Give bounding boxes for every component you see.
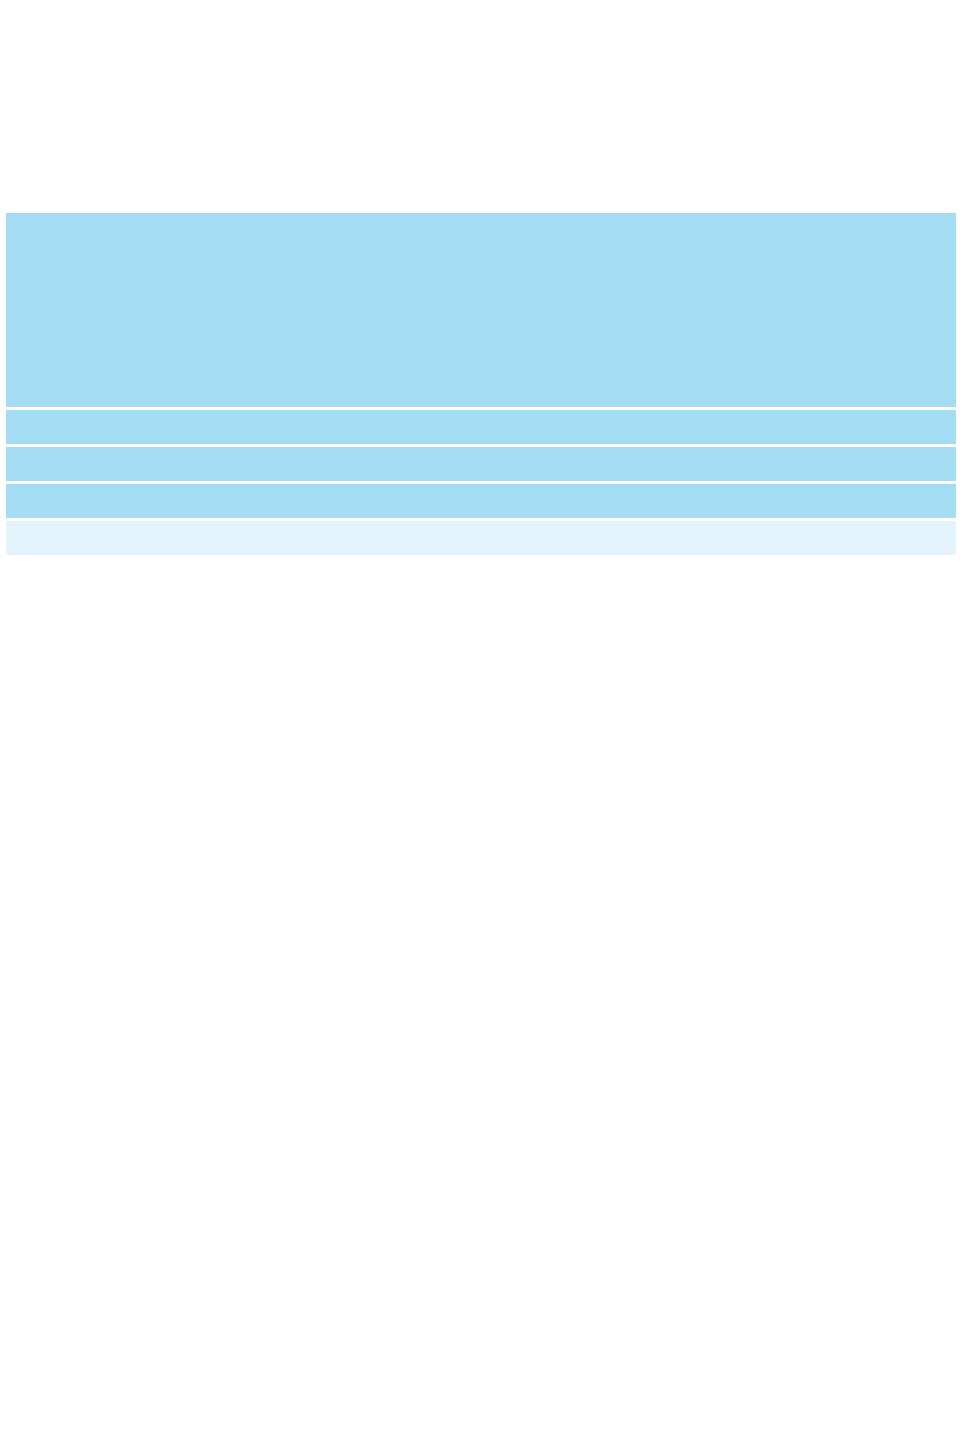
programmes-table xyxy=(6,213,956,555)
header-workers-2013 xyxy=(648,339,716,373)
header-total xyxy=(808,213,956,339)
header-program xyxy=(6,213,444,339)
section-breeding xyxy=(6,407,956,444)
header-col-5 xyxy=(808,373,956,407)
header-plots-2013 xyxy=(514,339,580,373)
header-col-1 xyxy=(6,373,444,407)
header-plots xyxy=(444,213,580,339)
header-size xyxy=(716,213,808,339)
totals-rows xyxy=(6,481,956,555)
total-migration-2013 xyxy=(514,518,580,555)
header-col-4 xyxy=(716,373,808,407)
header-col-3 xyxy=(580,373,716,407)
total-breeding-2013 xyxy=(514,481,580,518)
total-migration-label xyxy=(6,518,444,555)
total-breeding-label xyxy=(6,481,444,518)
header-size-2013 xyxy=(716,339,808,373)
section-migration xyxy=(6,444,956,481)
section-breeding-title xyxy=(6,407,956,444)
total-migration-2012 xyxy=(444,518,514,555)
total-row-breeding xyxy=(6,481,956,518)
total-breeding-2012 xyxy=(444,481,514,518)
header-col-2 xyxy=(444,373,580,407)
table-header xyxy=(6,213,956,407)
total-row-migration xyxy=(6,518,956,555)
header-workers xyxy=(580,213,716,339)
header-total-2013 xyxy=(888,339,956,373)
section-migration-title xyxy=(6,444,956,481)
header-workers-2012 xyxy=(580,339,648,373)
header-total-2012 xyxy=(808,339,888,373)
header-plots-2012 xyxy=(444,339,514,373)
